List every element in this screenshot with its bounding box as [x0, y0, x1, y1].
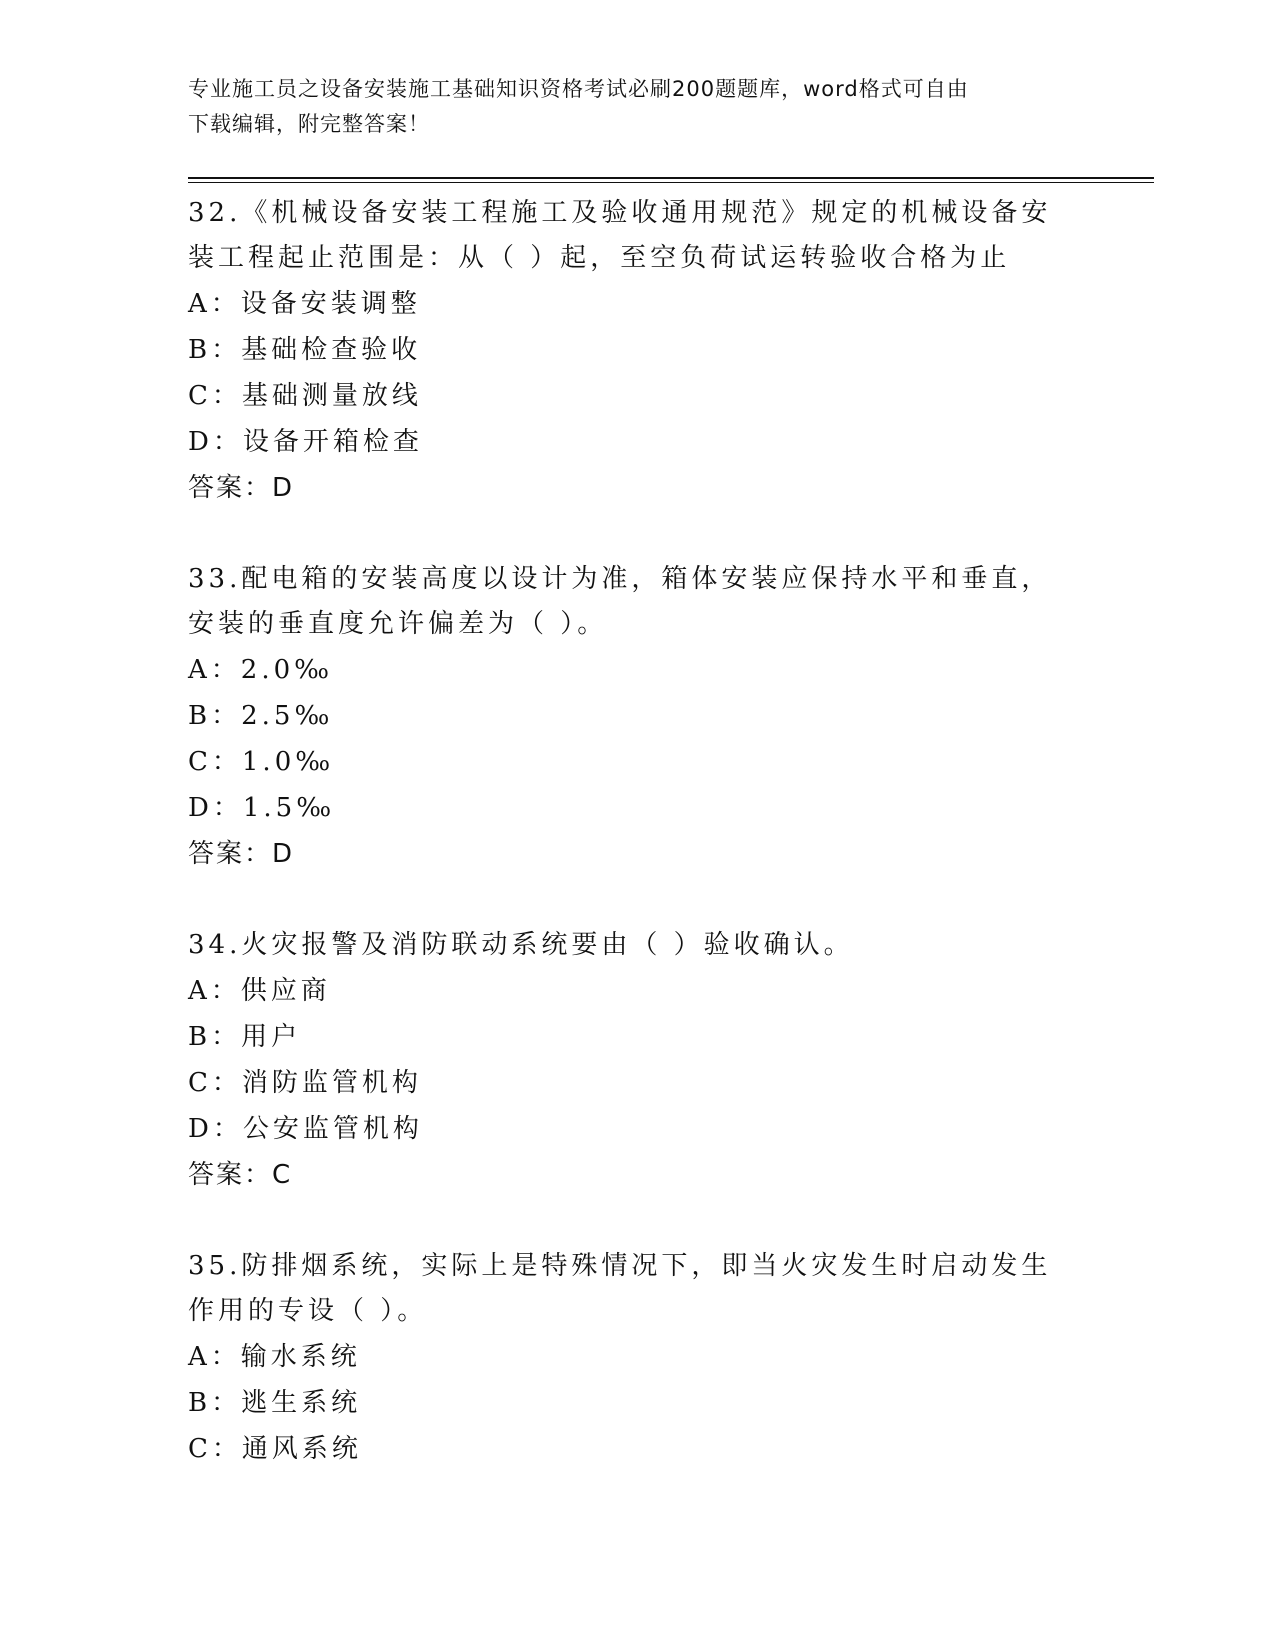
header-divider-thick: [188, 177, 1154, 179]
header-line-2: 下载编辑，附完整答案！: [188, 112, 430, 136]
question-33: [188, 557, 1068, 877]
header-divider-thin: [188, 182, 1154, 183]
option-d: D：设备开箱检查: [188, 427, 423, 457]
question-text: 33.配电箱的安装高度以设计为准，箱体安装应保持水平和垂直，安装的垂直度允许偏差为（ ）。: [188, 564, 1052, 639]
question-text: 32.《机械设备安装工程施工及验收通用规范》规定的机械设备安装工程起止范围是：从（ ）起，至空负荷试运转验收合格为止: [188, 198, 1052, 273]
question-text: 35.防排烟系统，实际上是特殊情况下，即当火灾发生时启动发生作用的专设（ ）。: [188, 1251, 1052, 1326]
option-a: A：2.0‰: [188, 655, 334, 685]
answer-line: 答案：C: [188, 1160, 293, 1190]
question-34: [188, 923, 1068, 1198]
option-c: C：消防监管机构: [188, 1068, 422, 1098]
option-b: B：用户: [188, 1022, 302, 1052]
option-b: B：逃生系统: [188, 1388, 362, 1418]
option-a: A：设备安装调整: [188, 289, 421, 319]
document-header: [188, 72, 1088, 142]
question-32: [188, 191, 1068, 511]
option-c: C：1.0‰: [188, 747, 335, 777]
answer-line: 答案：D: [188, 839, 295, 869]
option-b: B：基础检查验收: [188, 335, 422, 365]
option-a: A：供应商: [188, 976, 331, 1006]
option-c: C：通风系统: [188, 1434, 362, 1464]
option-d: D：公安监管机构: [188, 1114, 423, 1144]
option-a: A：输水系统: [188, 1342, 361, 1372]
option-d: D：1.5‰: [188, 793, 336, 823]
answer-line: 答案：D: [188, 473, 295, 503]
question-35: [188, 1244, 1068, 1472]
header-line-1: 专业施工员之设备安装施工基础知识资格考试必刷200题题库，word格式可自由: [188, 77, 969, 101]
question-list: [188, 191, 1068, 1518]
option-c: C：基础测量放线: [188, 381, 422, 411]
question-text: 34.火灾报警及消防联动系统要由（ ）验收确认。: [188, 930, 854, 960]
option-b: B：2.5‰: [188, 701, 334, 731]
